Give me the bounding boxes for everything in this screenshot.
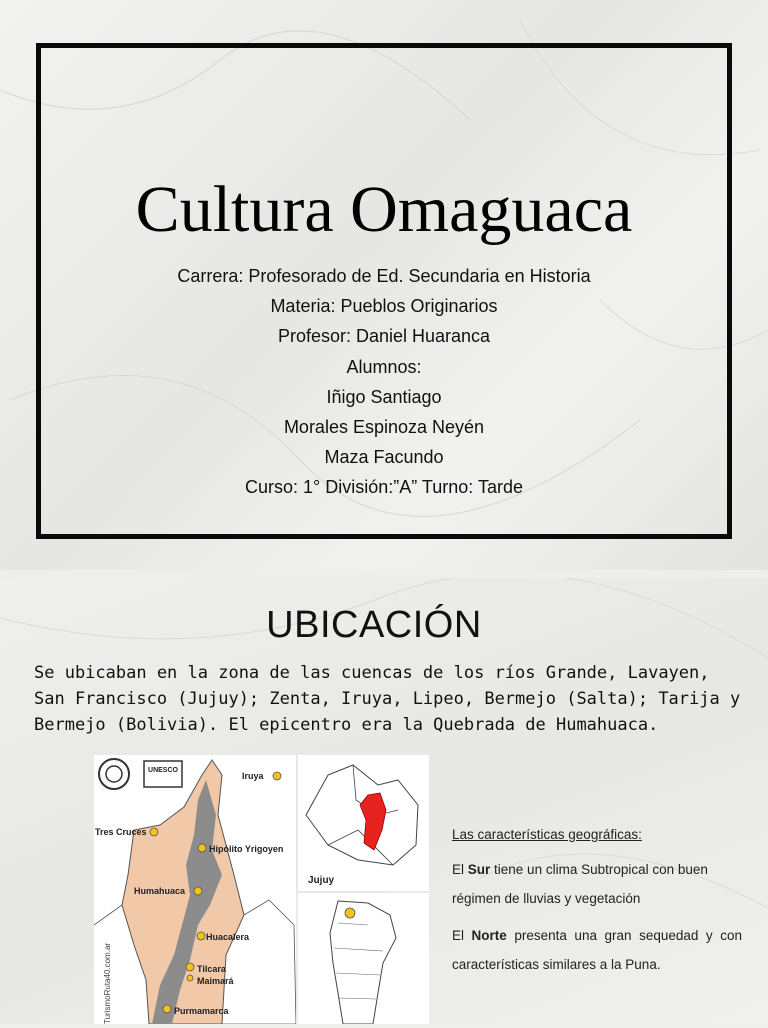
- course-line: Curso: 1° División:”A” Turno: Tarde: [245, 477, 523, 498]
- student-name: Maza Facundo: [324, 447, 444, 468]
- subject-line: Materia: Pueblos Originarios: [270, 296, 498, 317]
- country-inset-map: [298, 893, 429, 1024]
- map-watermark: TurismoRuta40.com.ar: [103, 942, 112, 1024]
- world-heritage-icon: [99, 759, 129, 789]
- country-inset-graphic: [298, 893, 429, 1024]
- geo-north-text: El Norte presenta una gran sequedad y con características similares a la Puna.: [452, 928, 742, 972]
- svg-text:Humahuaca: Humahuaca: [134, 886, 186, 896]
- student-name: Iñigo Santiago: [326, 386, 442, 407]
- svg-text:Purmamarca: Purmamarca: [174, 1006, 229, 1016]
- town-iruya: [242, 771, 281, 781]
- north-keyword: Norte: [471, 928, 507, 943]
- cover-info: [0, 262, 768, 504]
- region-inset-map: [298, 755, 429, 891]
- svg-text:Tilcara: Tilcara: [197, 964, 226, 974]
- svg-text:UNESCO: UNESCO: [148, 767, 178, 774]
- location-paragraph: Se ubicaban en la zona de las cuencas de los ríos Grande, Lavayen, San Francisco (Jujuy); Zenta, Iruya, Lipeo, Bermejo (Salta); Tarija y Bermejo (Bolivia). El epicentro era la Quebrada de Humahuaca.: [34, 663, 741, 735]
- students-heading: Alumnos:: [346, 356, 422, 377]
- svg-text:Hipólito Yrigoyen: Hipólito Yrigoyen: [209, 844, 284, 854]
- town-hipolito-yrigoyen: [198, 844, 283, 854]
- geo-title: Las características geográficas:: [452, 827, 642, 842]
- quebrada-map: [94, 755, 296, 1024]
- unesco-logo: [144, 761, 182, 787]
- south-keyword: Sur: [467, 862, 491, 877]
- cover-title: Cultura Omaguaca: [135, 173, 633, 246]
- student-name: Morales Espinoza Neyén: [283, 416, 485, 437]
- svg-text:Jujuy: Jujuy: [308, 875, 335, 886]
- location-heading: UBICACIÓN: [266, 604, 482, 646]
- jujuy-marker: [345, 908, 355, 918]
- geo-south-text: El Sur tiene un clima Subtropical con buen régimen de lluvias y vegetación: [452, 862, 708, 906]
- career-line: Carrera: Profesorado de Ed. Secundaria en Historia: [177, 266, 591, 286]
- professor-line: Profesor: Daniel Huaranca: [277, 326, 491, 347]
- quebrada-map-graphic: [94, 755, 296, 1024]
- svg-text:Iruya: Iruya: [242, 771, 264, 781]
- svg-text:Maimará: Maimará: [197, 976, 234, 986]
- svg-text:Huacalera: Huacalera: [206, 932, 250, 942]
- svg-text:Tres Cruces: Tres Cruces: [95, 827, 147, 837]
- region-inset-graphic: [298, 755, 429, 891]
